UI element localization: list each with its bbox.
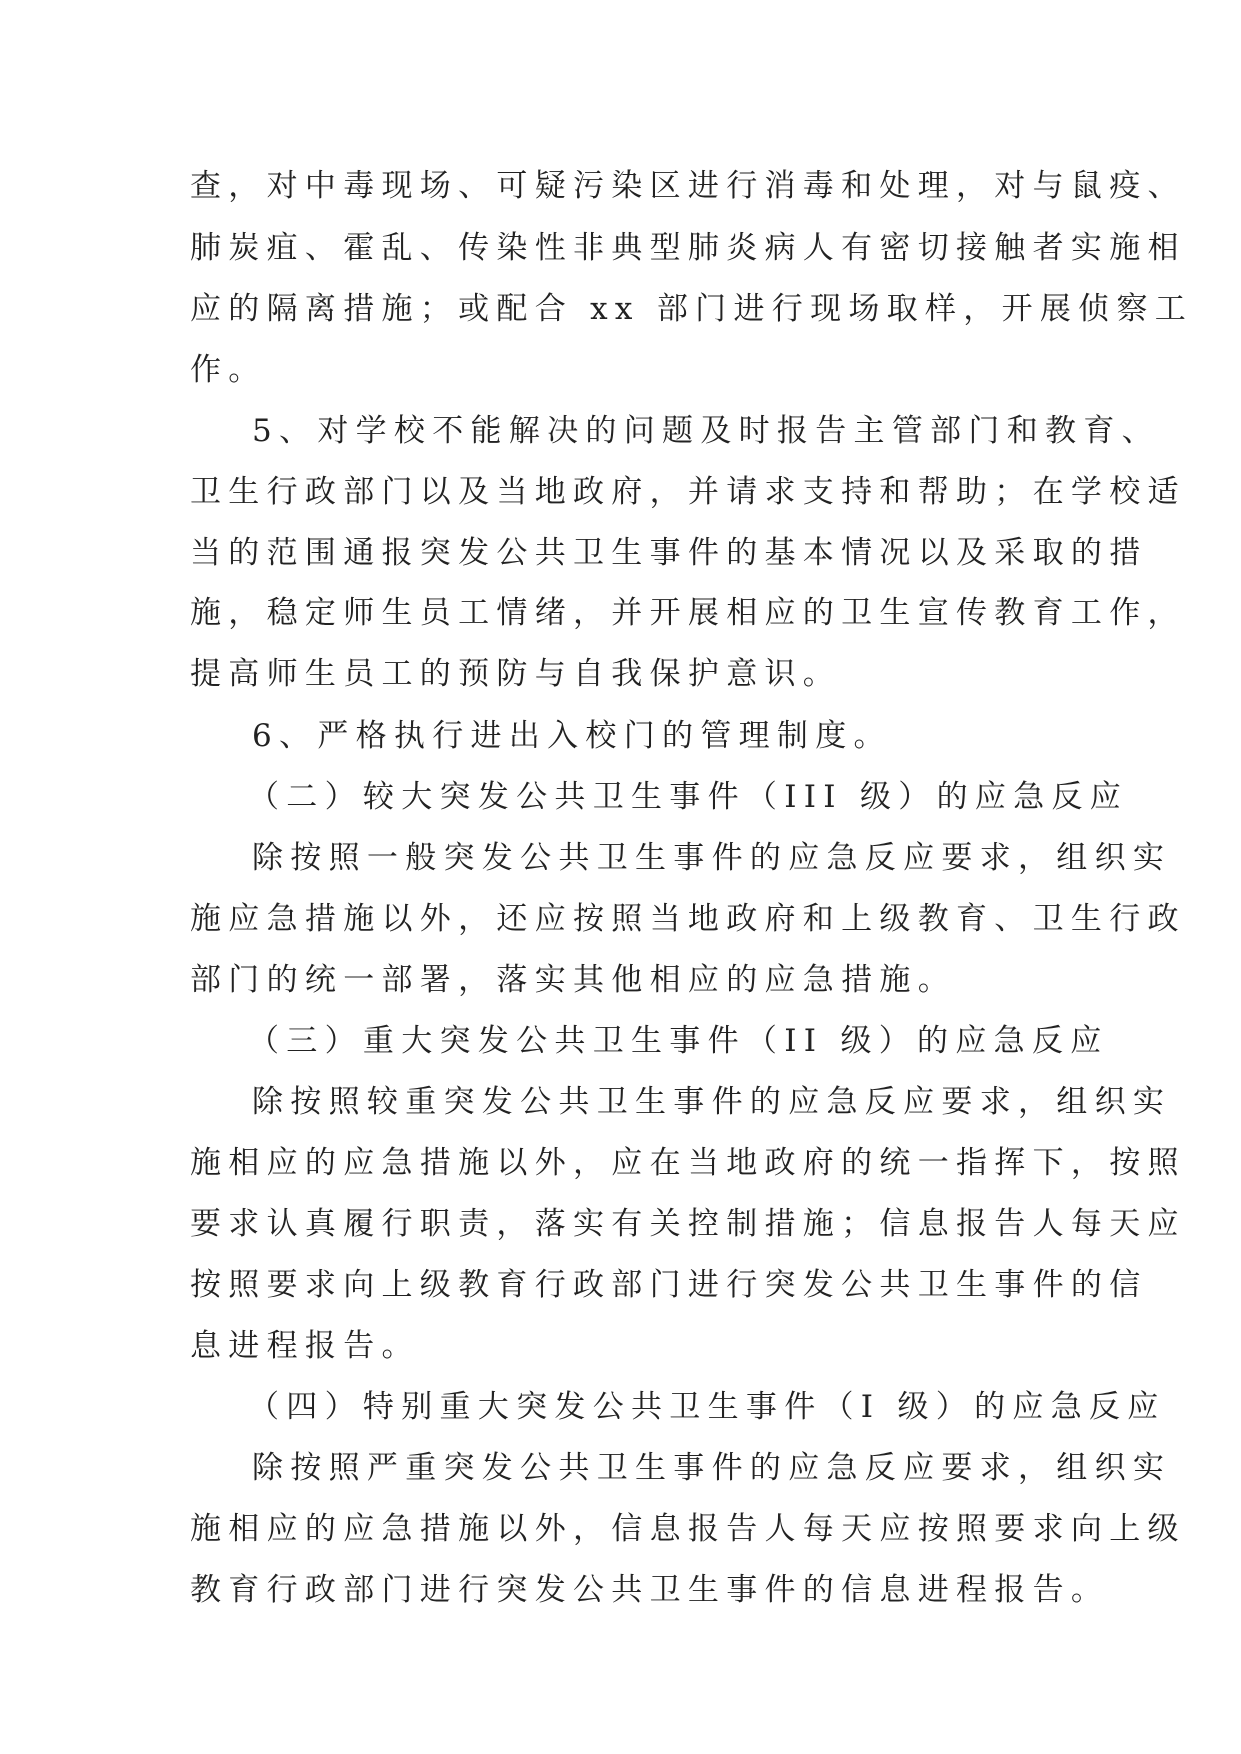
text-line: 提高师生员工的预防与自我保护意识。 — [190, 656, 842, 692]
text-line: 施相应的应急措施以外，应在当地政府的统一指挥下，按照 — [190, 1145, 1186, 1181]
text-line: 施应急措施以外，还应按照当地政府和上级教育、卫生行政 — [190, 901, 1186, 937]
text-line: 息进程报告。 — [190, 1328, 420, 1364]
text-line: 部门的统一部署，落实其他相应的应急措施。 — [190, 962, 956, 998]
text-line: 当的范围通报突发公共卫生事件的基本情况以及采取的措 — [190, 535, 1148, 571]
section-heading: （四）特别重大突发公共卫生事件（I 级）的应急反应 — [248, 1389, 1166, 1425]
section-heading: （二）较大突发公共卫生事件（III 级）的应急反应 — [248, 779, 1129, 815]
text-line: 施，稳定师生员工情绪，并开展相应的卫生宣传教育工作， — [190, 595, 1186, 631]
text-line: 5、对学校不能解决的问题及时报告主管部门和教育、 — [252, 413, 1160, 449]
section-heading: （三）重大突发公共卫生事件（II 级）的应急反应 — [248, 1023, 1109, 1059]
text-line: 除按照一般突发公共卫生事件的应急反应要求，组织实 — [252, 840, 1172, 876]
text-line: 查，对中毒现场、可疑污染区进行消毒和处理，对与鼠疫、 — [190, 168, 1186, 204]
text-line: 肺炭疽、霍乱、传染性非典型肺炎病人有密切接触者实施相 — [190, 230, 1186, 266]
text-line: 6、严格执行进出入校门的管理制度。 — [252, 718, 892, 754]
text-line: 卫生行政部门以及当地政府，并请求支持和帮助；在学校适 — [190, 474, 1186, 510]
text-line: 除按照严重突发公共卫生事件的应急反应要求，组织实 — [252, 1450, 1172, 1486]
text-line: 应的隔离措施；或配合 xx 部门进行现场取样，开展侦察工 — [190, 291, 1194, 327]
text-line: 教育行政部门进行突发公共卫生事件的信息进程报告。 — [190, 1572, 1110, 1608]
text-line: 要求认真履行职责，落实有关控制措施；信息报告人每天应 — [190, 1206, 1186, 1242]
text-line: 作。 — [190, 352, 267, 388]
text-line: 按照要求向上级教育行政部门进行突发公共卫生事件的信 — [190, 1267, 1148, 1303]
text-line: 施相应的应急措施以外，信息报告人每天应按照要求向上级 — [190, 1511, 1186, 1547]
text-line: 除按照较重突发公共卫生事件的应急反应要求，组织实 — [252, 1084, 1172, 1120]
